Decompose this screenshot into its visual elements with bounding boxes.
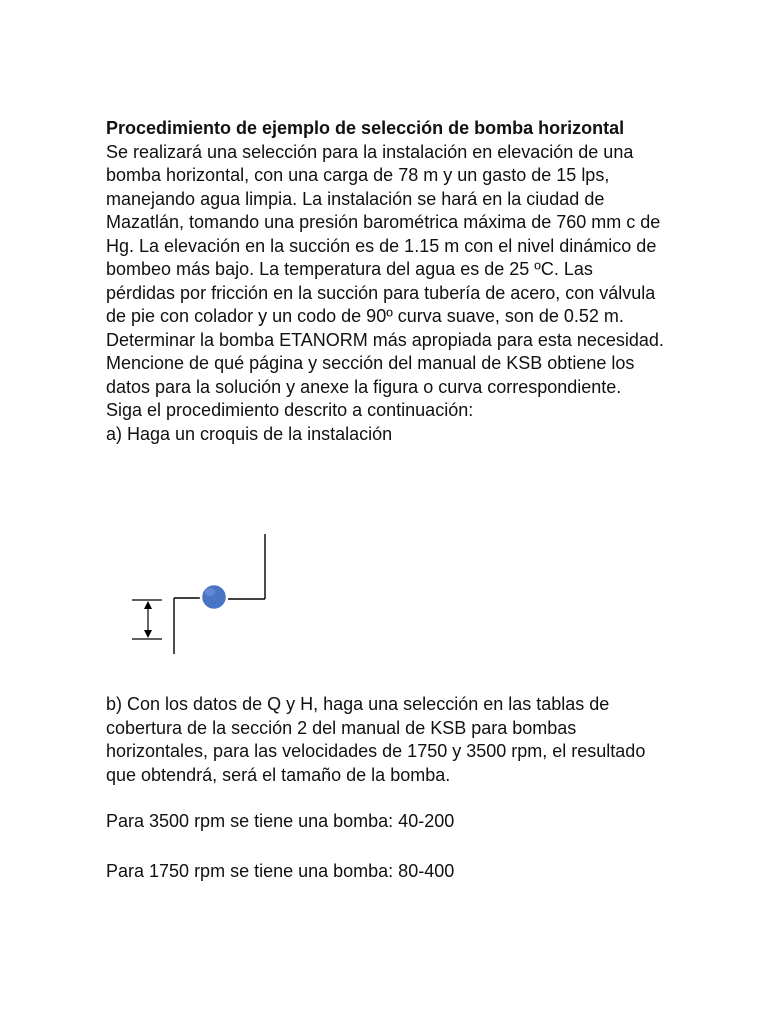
elevation-arrow-up bbox=[144, 601, 152, 609]
result-1750-rpm: Para 1750 rpm se tiene una bomba: 80-400 bbox=[106, 860, 455, 881]
document-lower-section bbox=[106, 693, 666, 883]
instruction-text: Siga el procedimiento descrito a continuación: bbox=[106, 400, 474, 420]
step-a-text: a) Haga un croquis de la instalación bbox=[106, 423, 393, 444]
document-title: Procedimiento de ejemplo de selección de bomba horizontal bbox=[106, 118, 625, 138]
step-b-text: b) Con los datos de Q y H, haga una selección en las tablas de cobertura de la sección 2 del manual de KSB para bombas horizontales, para las velocidades de 1750 y 3500 rpm, el resultado que obtendrá, será el tamaño de la bomba. bbox=[106, 694, 646, 785]
result-3500-rpm: Para 3500 rpm se tiene una bomba: 40-200 bbox=[106, 811, 455, 831]
problem-statement: Se realizará una selección para la instalación en elevación de una bomba horizontal, con una carga de 78 m y un gasto de 15 lps, manejando agua limpia. La instalación se hará en la ciudad de Mazatlán, tomando una presión barométrica máxima de 760 mm c de Hg. La elevación en la succión es de 1.15 m con el nivel dinámico de bombeo más bajo. La temperatura del agua es de 25 ºC. Las pérdidas por fricción en la succión para tubería de acero, con válvula de pie con colador y un codo de 90º curva suave, son de 0.52 m. Determinar la bomba ETANORM más apropiada para esta necesidad. Mencione de qué página y sección del manual de KSB obtiene los datos para la solución y anexe la figura o curva correspondiente. bbox=[106, 141, 664, 397]
pump-highlight bbox=[205, 588, 215, 596]
pump-icon bbox=[201, 584, 227, 610]
installation-sketch bbox=[128, 530, 278, 660]
document-body bbox=[106, 117, 666, 446]
elevation-arrow-down bbox=[144, 630, 152, 638]
